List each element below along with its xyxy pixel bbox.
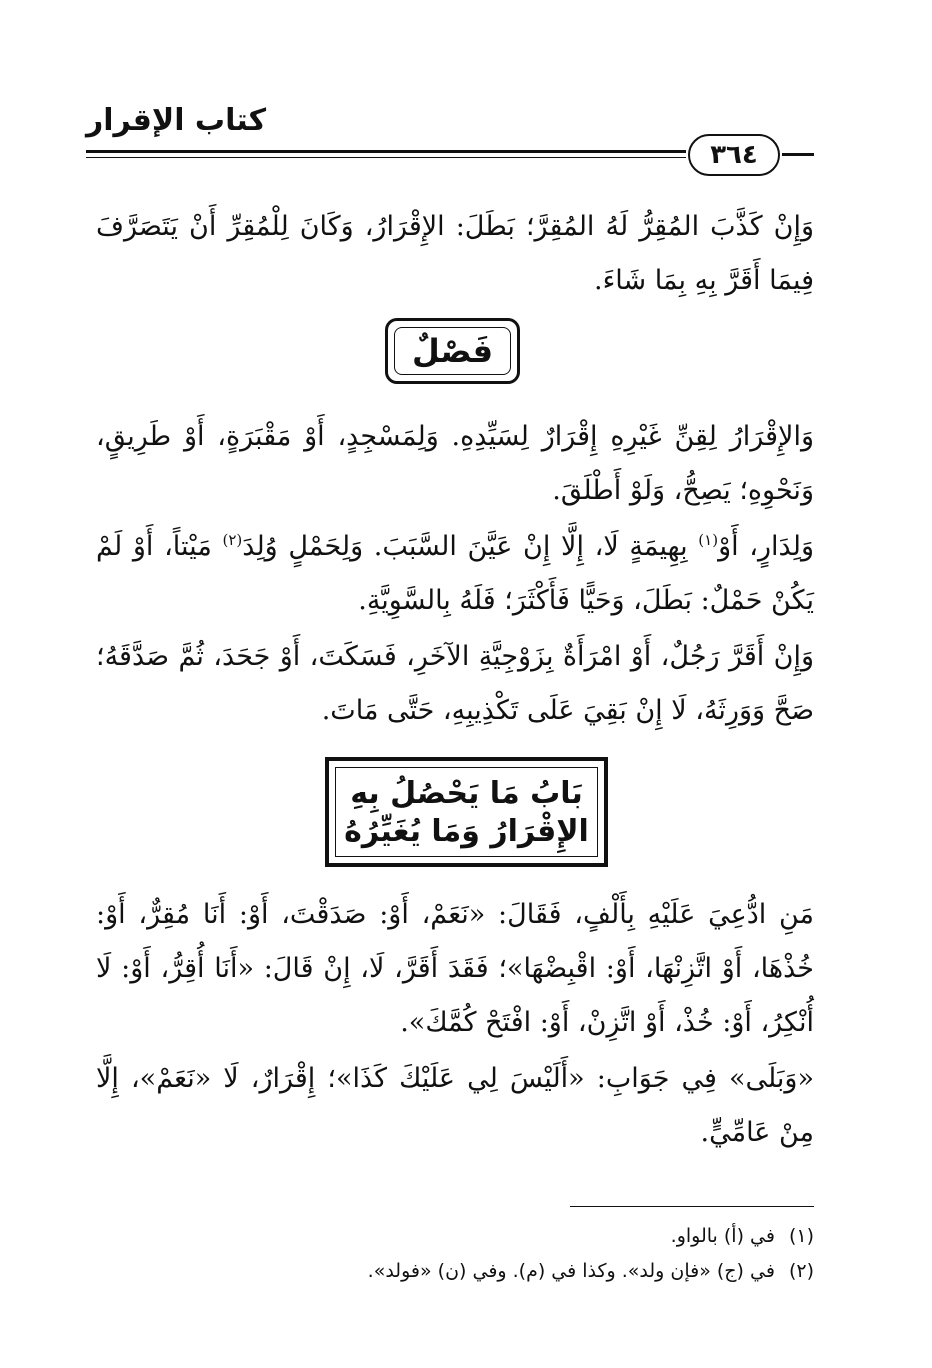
page-number-text: ٣٦٤ bbox=[710, 140, 758, 170]
paragraph-4: وَإِنْ أَقَرَّ رَجُلٌ، أَوْ امْرَأَةٌ بِزَوْجِيَّةِ الآخَرِ، فَسَكَتَ، أَوْ جَحَدَ، ثُمَّ صَدَّقَهُ؛ صَحَّ وَوَرِثَهُ، لَا إِنْ بَقِيَ عَلَى تَكْذِيبِهِ، حَتَّى مَاتَ. bbox=[96, 641, 814, 726]
header-rule-right bbox=[782, 153, 814, 156]
paragraph-2: وَالإِقْرَارُ لِقِنِّ غَيْرِهِ إِقْرَارٌ لِسَيِّدِهِ. وَلِمَسْجِدٍ، أَوْ مَقْبَرَةٍ، أَوْ طَرِيقٍ، وَنَحْوِهِ؛ يَصِحُّ، وَلَوْ أَطْلَقَ. bbox=[96, 421, 814, 506]
paragraph-6: «وَبَلَى» فِي جَوَابِ: «أَلَيْسَ لِي عَلَيْكَ كَذَا»؛ إِقْرَارٌ، لَا «نَعَمْ»، إِلَّا مِنْ عَامِّيٍّ. bbox=[96, 1063, 814, 1148]
footnote-separator bbox=[570, 1206, 814, 1207]
paragraph-1: وَإِنْ كَذَّبَ المُقِرُّ لَهُ المُقِرَّ؛ بَطَلَ: الإِقْرَارُ، وَكَانَ لِلْمُقِرِّ أَنْ يَتَصَرَّفَ فِيمَا أَقَرَّ بِهِ بِمَا شَاءَ. bbox=[96, 211, 814, 296]
paragraph-3-part-a: وَلِدَارٍ، أَوْ bbox=[718, 531, 814, 562]
paragraph-3-part-c: مَيْتاً، أَوْ لَمْ يَكُنْ حَمْلٌ: بَطَلَ، وَحَيًّا فَأَكْثَرَ؛ فَلَهُ بِالسَّوِيَّةِ. bbox=[96, 531, 814, 616]
footnote-marker-2: (٢) bbox=[222, 531, 243, 549]
footnote-2-number: (٢) bbox=[788, 1260, 814, 1282]
chapter-heading-line-2: الإِقْرَارُ وَمَا يُغَيِّرُهُ bbox=[344, 814, 589, 849]
section-heading: فَصْلٌ bbox=[411, 332, 494, 370]
header-rule-thin bbox=[86, 157, 686, 158]
page-number bbox=[688, 134, 780, 176]
footnote-1-number: (١) bbox=[788, 1225, 814, 1247]
paragraph-3 bbox=[96, 520, 814, 628]
paragraph-3-part-b: بِهِيمَةٍ لَا، إِلَّا إِنْ عَيَّنَ السَّبَبَ. وَلِحَمْلٍ وُلِدَ bbox=[242, 531, 699, 562]
chapter-heading-box bbox=[325, 757, 608, 867]
section-heading-box bbox=[385, 318, 520, 384]
chapter-heading-line-1: بَابُ مَا يَحْصُلُ بِهِ bbox=[350, 776, 583, 811]
running-header-title: كتاب الإقرار bbox=[86, 103, 267, 138]
footnote-1 bbox=[671, 1221, 814, 1251]
footnote-marker-1: (١) bbox=[698, 531, 719, 549]
footnote-2 bbox=[368, 1256, 814, 1286]
header-rule bbox=[86, 150, 686, 153]
paragraph-5: مَنِ ادُّعِيَ عَلَيْهِ بِأَلْفٍ، فَقَالَ: «نَعَمْ، أَوْ: صَدَقْتَ، أَوْ: أَنَا مُقِرٌّ، أَوْ: خُذْهَا، أَوْ اتَّزِنْهَا، أَوْ: اقْبِضْهَا»؛ فَقَدَ أَقَرَّ، لَا، إِنْ قَالَ: «أَنَا أُقِرُّ، أَوْ: لَا أُنْكِرُ، أَوْ: خُذْ، أَوْ اتَّزِنْ، أَوْ: افْتَحْ كُمَّكَ». bbox=[96, 899, 814, 1038]
footnote-2-text: في (ج) «فإن ولد». وكذا في (م). وفي (ن) «فولد». bbox=[367, 1260, 775, 1282]
chapter-heading bbox=[329, 775, 604, 851]
footnote-1-text: في (أ) بالواو. bbox=[670, 1225, 775, 1247]
